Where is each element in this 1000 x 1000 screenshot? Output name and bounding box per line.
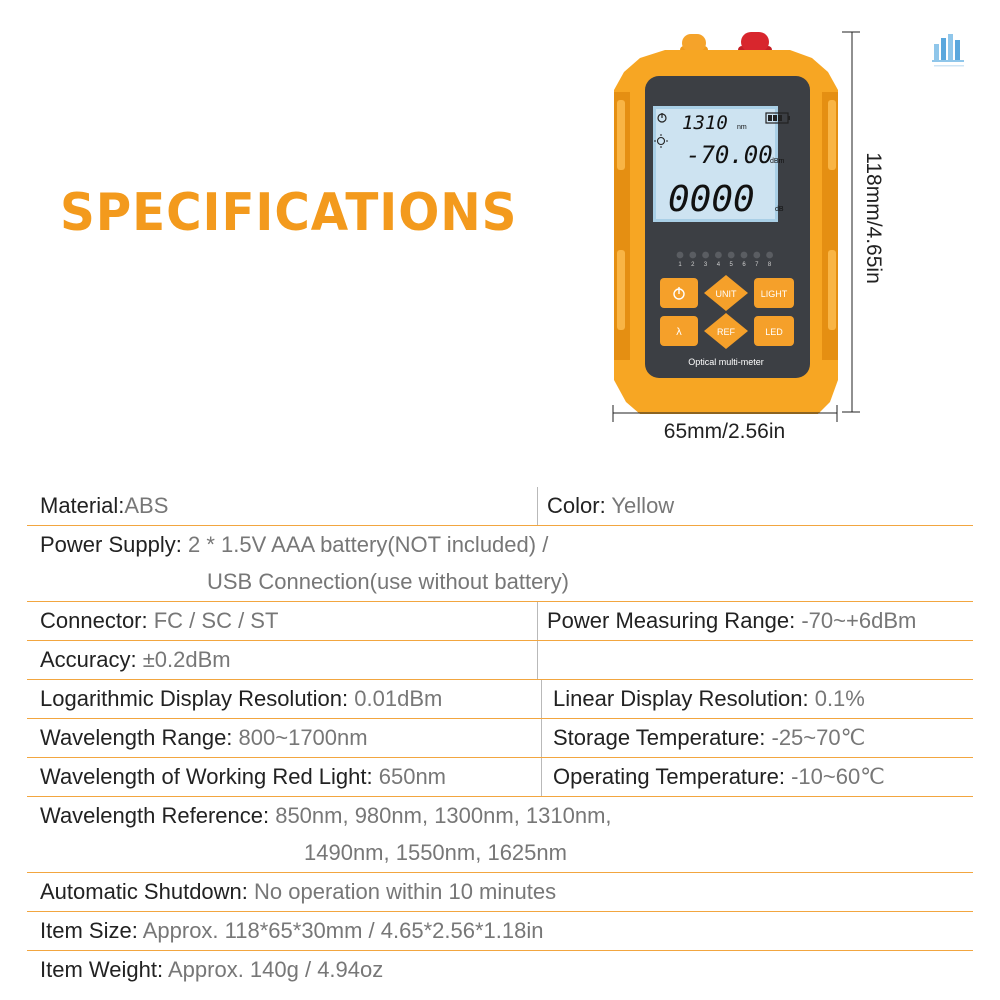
spec-row — [27, 797, 973, 873]
spec-row — [27, 951, 973, 989]
spec-wavelength-range: Wavelength Range: 800~1700nm — [40, 725, 368, 750]
spec-row — [27, 487, 973, 526]
wavelength-button — [660, 316, 698, 346]
spec-auto-shutdown: Automatic Shutdown: No operation within 10 minutes — [40, 879, 557, 904]
led-indicator-label: 1 — [678, 262, 682, 268]
led-indicator-label: 3 — [703, 262, 708, 268]
spec-row — [27, 526, 973, 602]
brand-logo — [930, 30, 972, 70]
device-label: Optical multi-meter — [688, 357, 764, 367]
spec-row — [27, 873, 973, 912]
led-indicator — [689, 252, 696, 259]
spec-wavelength-ref-cont: 1490nm, 1550nm, 1625nm — [304, 840, 567, 865]
svg-text:dB: dB — [775, 206, 784, 213]
led-indicator-label: 6 — [742, 262, 746, 268]
lcd-loss: 0000 — [668, 179, 755, 220]
spec-power-supply-cont: USB Connection(use without battery) — [207, 569, 569, 594]
svg-text:UNIT: UNIT — [715, 289, 737, 299]
light-button — [754, 278, 794, 308]
svg-text:λ: λ — [676, 327, 682, 338]
spec-row — [27, 641, 973, 680]
spec-wavelength-ref: Wavelength Reference: 850nm, 980nm, 1300nm, 1310nm, — [40, 803, 612, 828]
spec-linear-resolution: Linear Display Resolution: 0.1% — [553, 686, 865, 711]
led-indicator — [741, 252, 748, 259]
spec-row — [27, 758, 973, 797]
svg-text:LIGHT: LIGHT — [760, 289, 788, 299]
spec-row — [27, 680, 973, 719]
led-indicator — [677, 252, 684, 259]
spec-operating-temp: Operating Temperature: -10~60℃ — [553, 764, 885, 789]
svg-text:REF: REF — [717, 327, 735, 337]
led-indicator — [753, 252, 760, 259]
led-button — [754, 316, 794, 346]
spec-table — [27, 487, 973, 989]
svg-text:LED: LED — [765, 327, 783, 337]
lcd-power: -70.00 — [686, 141, 773, 169]
spec-storage-temp: Storage Temperature: -25~70℃ — [553, 725, 866, 750]
svg-text:nm: nm — [737, 124, 747, 131]
spec-row — [27, 719, 973, 758]
led-indicator — [728, 252, 735, 259]
led-indicator-label: 5 — [729, 262, 733, 268]
spec-accuracy: Accuracy: ±0.2dBm — [40, 647, 231, 672]
led-indicator-label: 8 — [767, 262, 772, 268]
svg-text:dBm: dBm — [770, 158, 785, 165]
spec-connector: Connector: FC / SC / ST — [40, 608, 279, 633]
spec-power-range: Power Measuring Range: -70~+6dBm — [547, 608, 917, 633]
led-indicator — [702, 252, 709, 259]
spec-row — [27, 602, 973, 641]
optical-power-meter-illustration — [600, 22, 870, 422]
lcd-wavelength: 1310 — [682, 112, 728, 134]
spec-power-supply: Power Supply: 2 * 1.5V AAA battery(NOT included) / — [40, 532, 549, 557]
led-indicator-label: 7 — [755, 262, 759, 268]
spec-material: Material:ABS — [40, 493, 169, 518]
power-button — [660, 278, 698, 308]
led-indicator-label: 2 — [691, 262, 695, 268]
led-indicator-label: 4 — [716, 262, 721, 268]
spec-row — [27, 912, 973, 951]
led-indicator — [715, 252, 722, 259]
width-dimension: 65mm/2.56in — [663, 420, 786, 443]
spec-color: Color: Yellow — [547, 493, 675, 518]
led-indicator — [766, 252, 773, 259]
spec-item-size: Item Size: Approx. 118*65*30mm / 4.65*2.56*1.18in — [40, 918, 544, 943]
spec-red-light: Wavelength of Working Red Light: 650nm — [40, 764, 447, 789]
spec-item-weight: Item Weight: Approx. 140g / 4.94oz — [40, 957, 384, 982]
page-title: SPECIFICATIONS — [60, 183, 518, 243]
spec-log-resolution: Logarithmic Display Resolution: 0.01dBm — [40, 686, 443, 711]
